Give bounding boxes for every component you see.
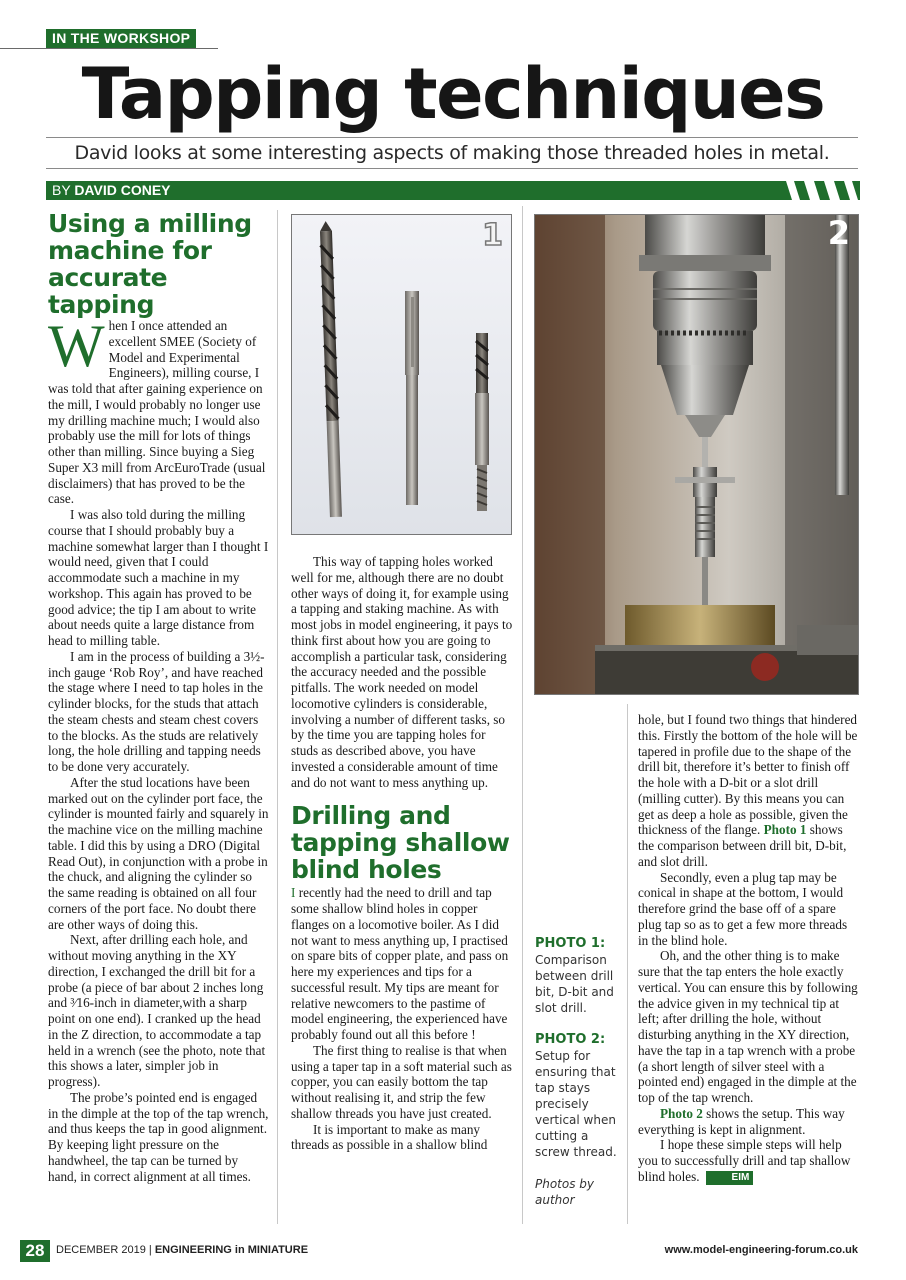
paragraph-text: shows the setup. This way everything is kept in alignment.: [638, 1105, 845, 1137]
section-heading: Using a milling machine for accurate tapping: [48, 209, 252, 319]
photo-reference: Photo 2: [660, 1105, 703, 1121]
column-1: [48, 210, 270, 1184]
section-heading: Drilling and tapping shallow blind holes: [291, 801, 510, 885]
photo-credit: Photos by author: [535, 1177, 595, 1207]
paragraph: The first thing to realise is that when using a taper tap in a soft material such as copper, you can easily bottom the tap without realising it, and strip the few shallow threads you have just created.: [291, 1042, 512, 1121]
paragraph-text: recently had the need to drill and tap some shallow blind holes in copper flanges on a locomotive boiler. As I did not want to mess anything up, I practised on spare bits of copper plate, and pass on here my experiences and tips for a successful result. My tips are meant for relative newcomers to the pastime of model engineering, the experienced have probably found out all this before !: [291, 885, 509, 1042]
paragraph: This way of tapping holes worked well for me, although there are no doubt other ways of doing it, for example using a tapping and staking machine. As with most jobs in model engineering, it pays to think first about how you are going to accomplish a particular task, considering the accuracy needed and the possible pitfalls. The work needed on model locomotive cylinders is considerable, involving a number of different tasks, so by the time you are tapping holes for studs as described above, you have invested a considerable amount of time and do not want to mess anything up.: [291, 554, 513, 790]
issue-date: DECEMBER 2019 |: [56, 1244, 155, 1256]
column-3: [638, 712, 860, 1185]
byline-prefix: BY: [52, 182, 75, 198]
divider: [0, 48, 218, 49]
magazine-name: ENGINEERING in MINIATURE: [154, 1244, 309, 1256]
byline-author: DAVID CONEY: [74, 182, 171, 198]
paragraph: [638, 1106, 860, 1138]
page-title: Tapping techniques: [81, 53, 825, 135]
drill-press-illustration: [535, 215, 858, 694]
paragraph-text: hen I once attended an excellent SMEE (Society of Model and Experimental Engineers), milling course, I was told that after gaining experience on the mill, I would probably no longer use my drilling machine much; I would also probably use the mill for lots of things other than milling. Since buying a Sieg Super X3 mill from ArcEuroTrade (usual disclaimers) that has proved to be the case.: [48, 318, 266, 507]
photo-number: 1: [482, 218, 503, 253]
end-mark-logo: EIM: [706, 1171, 754, 1185]
photo-number: 2: [827, 214, 850, 252]
paragraph: Secondly, even a plug tap may be conical in shape at the bottom, I would therefore grind the base off of a spare plug tap so as to get a few more threads in the blind hole.: [638, 869, 848, 948]
divider: [46, 168, 858, 169]
paragraph-text: shows the comparison between drill bit, D-bit, and slot drill.: [638, 822, 847, 869]
paragraph: I am in the process of building a 3½-inch gauge ‘Rob Roy’, and have reached the stage where I need to tap holes in the cylinder blocks, for the studs that attach the steam chests and steam chest covers to the blocks. As the studs are relatively long, the hole drilling and tapping needs to be done very accurately.: [48, 648, 265, 774]
photo-2: [534, 214, 859, 695]
byline: [46, 181, 812, 200]
paragraph: [638, 1137, 860, 1184]
footer-issue: [56, 1244, 308, 1256]
divider: [46, 137, 858, 138]
slash-decoration: [768, 181, 860, 200]
caption-text: Setup for ensuring that tap stays precisely vertical when cutting a screw thread.: [535, 1049, 617, 1159]
paragraph: [638, 712, 860, 870]
drop-cap: W: [48, 313, 105, 379]
drill-bits-illustration: [292, 215, 511, 534]
caption-heading: PHOTO 2:: [535, 1032, 606, 1047]
paragraph-text: hole, but I found two things that hindered this. Firstly the bottom of the hole will be tapered in profile due to the shape of the drill bit, therefore it’s better to finish off the hole with a D-bit or a slot drill (milling cutter). By this means you can get as deep a hole as possible, given the thickness of the flange.: [638, 712, 858, 838]
photo-reference: Photo 1: [763, 822, 807, 838]
paragraph: Oh, and the other thing is to make sure that the tap enters the hole exactly vertical. You can ensure this by following the advice given in my technical tip at left; after drilling the hole, without disturbing anything in the XY direction, have the tap in a tap wrench with a probe (a short length of silver steel with a pointed end) engaged in the dimple at the top of the tap wrench.: [638, 948, 858, 1105]
paragraph: The probe’s pointed end is engaged in the dimple at the top of the tap wrench, and thus keeps the tap in good alignment. By keeping light pressure on the handwheel, the tap can be turned by hand, in correct alignment at all times.: [48, 1089, 269, 1184]
page-number: 28: [20, 1240, 50, 1262]
paragraph-text: I hope these simple steps will help you to successfully drill and tap shallow blind holes.: [638, 1137, 851, 1184]
column-divider: [627, 704, 628, 1224]
footer-website[interactable]: www.model-engineering-forum.co.uk: [664, 1244, 858, 1256]
section-tag: IN THE WORKSHOP: [46, 29, 196, 48]
lead-letter: I: [291, 885, 296, 901]
photo-captions: [535, 936, 623, 1208]
paragraph: After the stud locations have been marked out on the cylinder port face, the cylinder is mounted fairly and squarely in the machine vice on the milling machine table. I did this by using a DRO (Digital Read Out), in conjunction with a probe in the chuck, and aligning the cylinder so the same reading is obtained on all four corners of the port face. No doubt there are other ways of doing this.: [48, 774, 269, 932]
caption-text: Comparison between drill bit, D-bit and slot drill.: [535, 953, 614, 1015]
column-divider: [522, 206, 523, 1224]
paragraph: [48, 313, 270, 507]
paragraph: Next, after drilling each hole, and without moving anything in the XY direction, I exchanged the drill bit for a probe (a piece of bar about 2 inches long and ³⁄16-inch in diameter,with a sharp point on one end). I cranked up the head in the Z direction, to accommodate a tap held in a wrench (see the photo, note that this shows a later, simpler job in progress).: [48, 932, 266, 1089]
column-divider: [277, 210, 278, 1224]
column-2: [291, 554, 513, 1153]
paragraph: It is important to make as many threads as possible in a shallow blind: [291, 1121, 488, 1153]
standfirst: David looks at some interesting aspects of making those threaded holes in metal.: [74, 142, 830, 164]
paragraph: [291, 885, 513, 1043]
caption-heading: PHOTO 1:: [535, 936, 606, 951]
paragraph: I was also told during the milling course that I should probably buy a machine somewhat larger than I thought I would need, given that I could accommodate such a machine in my workshop. This again has proved to be good advice; the tip I am about to write about needs quite a large distance from head to milling table.: [48, 507, 269, 648]
photo-1: [291, 214, 512, 535]
